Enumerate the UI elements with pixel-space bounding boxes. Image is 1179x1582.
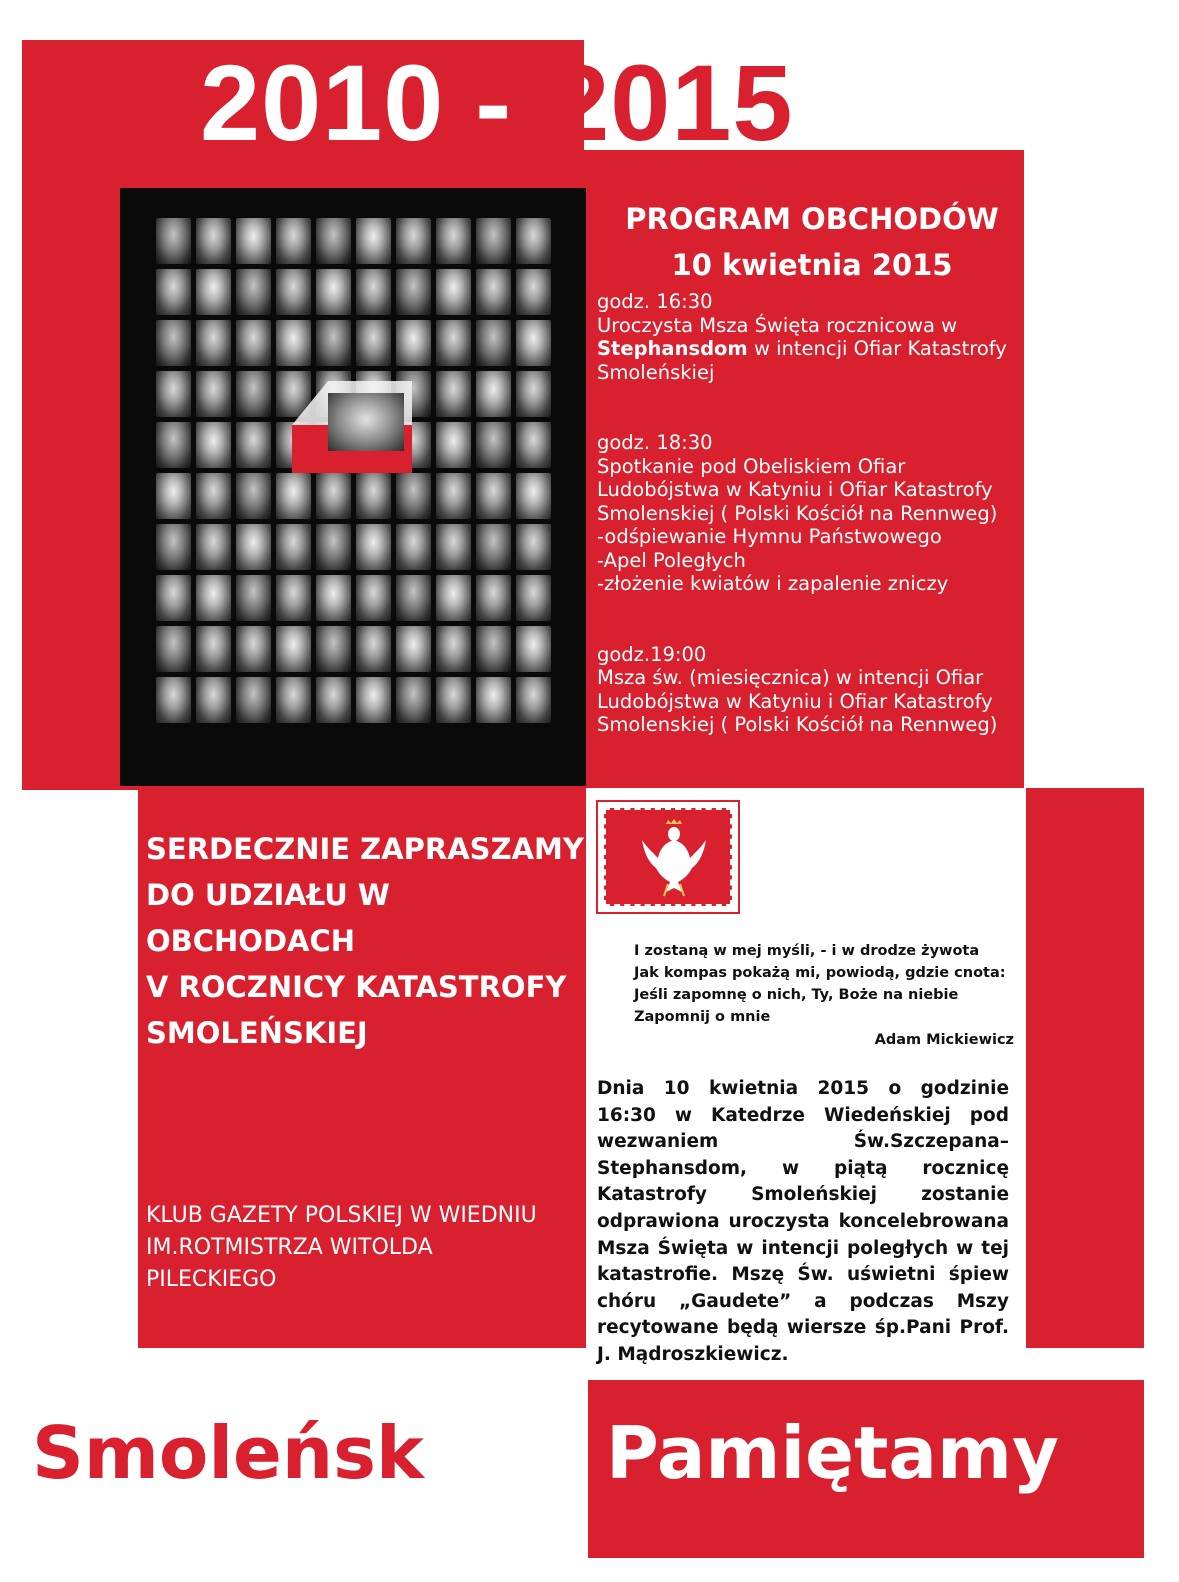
victim-portrait	[196, 218, 231, 264]
victim-portrait	[476, 218, 511, 264]
victim-portrait	[316, 677, 351, 723]
victim-portrait	[476, 422, 511, 468]
victim-portrait	[316, 320, 351, 366]
invitation-heading	[146, 826, 586, 1056]
victim-portrait	[436, 422, 471, 468]
victim-portrait	[276, 218, 311, 264]
victim-portrait	[156, 218, 191, 264]
victim-portrait	[516, 218, 551, 264]
victim-portrait	[276, 320, 311, 366]
program-heading-line1: PROGRAM OBCHODÓW	[625, 202, 999, 236]
page-title	[200, 44, 980, 162]
victim-portrait	[316, 218, 351, 264]
invite-line: SMOLEŃSKIEJ	[146, 1016, 368, 1050]
victim-portrait	[436, 269, 471, 315]
event1-venue: Stephansdom	[597, 337, 748, 360]
title-years-right: -2015	[512, 42, 794, 163]
victim-portrait	[516, 320, 551, 366]
polish-flag-image	[292, 381, 412, 493]
announcement-text: Dnia 10 kwietnia 2015 o godzinie 16:30 w Katedrze Wiedeńskiej pod wezwaniem Św.Szczepana–Stephansdom, w piątą rocznicę Katastrofy Smoleńskiej zostanie odprawiona uroczysta koncelebrowana Msza Święta w intencji poległych w tej katastrofie. Mszę Św. uświetni śpiew chóru „Gaudete” a podczas Mszy recytowane będą wiersze śp.Pani Prof. J. Mądroszkiewicz.	[597, 1078, 1009, 1365]
victim-portrait	[276, 575, 311, 621]
victim-portrait	[236, 269, 271, 315]
victim-portrait	[196, 524, 231, 570]
victim-portrait	[516, 677, 551, 723]
victim-portrait	[476, 320, 511, 366]
victim-portrait	[436, 677, 471, 723]
victim-portrait	[236, 677, 271, 723]
victim-portrait	[476, 269, 511, 315]
polish-eagle-emblem	[596, 800, 740, 914]
victim-portrait	[356, 269, 391, 315]
victim-portrait	[396, 269, 431, 315]
program-heading	[596, 196, 1028, 288]
victim-portrait	[436, 524, 471, 570]
poem-line: Jeśli zapomnę o nich, Ty, Boże na niebie	[634, 987, 959, 1003]
victim-portrait	[156, 626, 191, 672]
event2-time: godz. 18:30	[597, 431, 713, 454]
victim-portrait	[156, 677, 191, 723]
invite-line: V ROCZNICY KATASTROFY	[146, 970, 567, 1004]
organizer-club	[146, 1200, 586, 1296]
victim-portrait	[236, 320, 271, 366]
victim-portrait	[236, 626, 271, 672]
victim-portrait	[516, 269, 551, 315]
club-line: IM.ROTMISTRZA WITOLDA	[146, 1235, 433, 1260]
footer-smolensk: Smoleńsk	[32, 1411, 424, 1495]
victim-portrait	[156, 575, 191, 621]
victim-portrait	[196, 422, 231, 468]
footer-pamietamy: Pamiętamy	[606, 1411, 1059, 1495]
victim-portrait	[476, 575, 511, 621]
program-schedule	[597, 290, 1017, 737]
event2-item-roll-call: -Apel Poległych	[597, 548, 746, 572]
victim-portrait	[276, 626, 311, 672]
invite-line: SERDECZNIE ZAPRASZAMY	[146, 832, 584, 866]
event3-time: godz.19:00	[597, 642, 707, 666]
event1-text-before: Uroczysta Msza Święta rocznicowa w	[597, 313, 958, 337]
victim-portrait	[156, 473, 191, 519]
victim-portrait	[196, 473, 231, 519]
victim-portrait	[436, 320, 471, 366]
victim-portrait	[516, 371, 551, 417]
event1-description	[597, 314, 1017, 385]
victim-portrait	[476, 371, 511, 417]
victim-portrait	[516, 473, 551, 519]
mickiewicz-quote	[634, 940, 1014, 1051]
victim-portrait	[396, 575, 431, 621]
victim-portrait	[516, 524, 551, 570]
poem-line: Jak kompas pokażą mi, powiodą, gdzie cnota:	[634, 965, 1006, 981]
victim-portrait	[236, 422, 271, 468]
event3-description: Msza św. (miesięcznica) w intencji Ofiar Ludobójstwa w Katyniu i Ofiar Katastrofy Smolenskiej ( Polski Kościół na Rennweg)	[597, 666, 998, 736]
victim-portrait	[476, 473, 511, 519]
event1-time: godz. 16:30	[597, 290, 713, 313]
victim-portrait	[476, 626, 511, 672]
poem-line: Zapomnij o mnie	[634, 1009, 771, 1025]
victim-portrait	[316, 626, 351, 672]
presidential-couple-photo	[328, 393, 404, 451]
event1-text-after: w intencji Ofiar Katastrofy Smoleńskiej	[597, 337, 1007, 384]
victim-portrait	[396, 677, 431, 723]
victim-portrait	[276, 524, 311, 570]
victim-portrait	[396, 524, 431, 570]
event2-item-flowers: -złożenie kwiatów i zapalenie zniczy	[597, 572, 949, 595]
victim-portrait	[396, 320, 431, 366]
invite-line: OBCHODACH	[146, 924, 356, 958]
victim-portrait	[196, 269, 231, 315]
event2-description: Spotkanie pod Obeliskiem Ofiar Ludobójstwa w Katyniu i Ofiar Katastrofy Smolenskiej ( Polski Kościół na Rennweg)	[597, 454, 998, 525]
victim-portrait	[436, 626, 471, 672]
victim-portrait	[396, 218, 431, 264]
victim-portrait	[476, 677, 511, 723]
victim-portrait	[156, 371, 191, 417]
victim-portrait	[156, 269, 191, 315]
victim-portrait	[356, 218, 391, 264]
victim-portrait	[436, 218, 471, 264]
victim-portrait	[436, 371, 471, 417]
poem-author: Adam Mickiewicz	[874, 1032, 1014, 1048]
white-eagle-icon	[638, 818, 710, 898]
victim-portrait	[516, 575, 551, 621]
victim-portrait	[196, 575, 231, 621]
victim-portrait	[316, 575, 351, 621]
victim-portrait	[156, 422, 191, 468]
program-heading-date: 10 kwietnia 2015	[671, 248, 953, 282]
victim-portrait	[316, 524, 351, 570]
victim-portrait	[196, 320, 231, 366]
club-line: PILECKIEGO	[146, 1267, 277, 1292]
victim-portrait	[356, 575, 391, 621]
victim-portrait	[356, 626, 391, 672]
victim-portrait	[156, 524, 191, 570]
victim-portrait	[356, 677, 391, 723]
victim-portrait	[476, 524, 511, 570]
victim-portrait	[516, 422, 551, 468]
victim-portrait	[196, 626, 231, 672]
victim-portrait	[436, 575, 471, 621]
victim-portrait	[356, 524, 391, 570]
invite-line: DO UDZIAŁU W	[146, 878, 390, 912]
title-years-left: 2010 -	[200, 42, 513, 163]
victim-portrait	[396, 626, 431, 672]
victim-portrait	[236, 371, 271, 417]
victim-portrait	[196, 371, 231, 417]
victim-portrait	[276, 269, 311, 315]
victim-portrait	[236, 218, 271, 264]
victim-portrait	[236, 575, 271, 621]
victim-portrait	[236, 473, 271, 519]
victim-portrait	[316, 269, 351, 315]
poem-line: I zostaną w mej myśli, - i w drodze żywota	[634, 943, 980, 959]
victim-portrait	[516, 626, 551, 672]
club-line: KLUB GAZETY POLSKIEJ W WIEDNIU	[146, 1203, 537, 1228]
victim-portrait	[196, 677, 231, 723]
victim-portrait	[356, 320, 391, 366]
victims-photo-collage	[120, 188, 586, 786]
victim-portrait	[436, 473, 471, 519]
victim-portrait	[276, 677, 311, 723]
event2-item-anthem: -odśpiewanie Hymnu Państwowego	[597, 525, 942, 548]
victim-portrait	[156, 320, 191, 366]
victim-portrait	[236, 524, 271, 570]
